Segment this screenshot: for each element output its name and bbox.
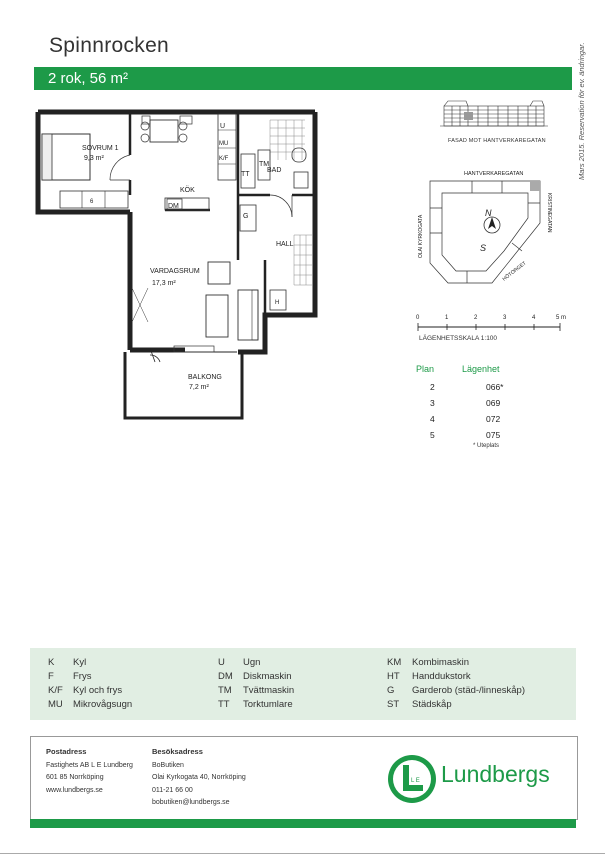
legend-desc: Tvättmaskin [243, 685, 295, 696]
legend-code: F [48, 671, 54, 682]
date-reservation-note: Mars 2015. Reservation för ev. ändringar. [577, 42, 586, 180]
plan-column-header: Plan [416, 364, 435, 374]
lundbergs-wordmark: Lundbergs [441, 761, 550, 787]
plan-value: 3 [430, 398, 435, 408]
facade-drawing [438, 98, 550, 136]
legend-code: DM [218, 671, 233, 682]
apartment-value: 069 [486, 398, 501, 408]
south-marker: S [480, 243, 487, 253]
legend-code: G [387, 685, 395, 696]
oven-mark: U [220, 123, 226, 130]
north-marker: N [485, 208, 492, 218]
abbreviation-legend [30, 648, 576, 720]
hall-label: HALL [276, 241, 294, 248]
street-top: HANTVERKAREGATAN [464, 171, 524, 177]
legend-code: TT [218, 699, 230, 710]
bedroom-label: SOVRUM 1 [82, 145, 119, 152]
legend-desc: Torktumlare [243, 699, 293, 710]
street-left: OLAI KYRKOGATA [418, 214, 424, 258]
postal-line: 601 85 Norrköping [46, 774, 104, 781]
logo-mark-text: L E [411, 778, 420, 784]
postal-heading: Postadress [46, 747, 87, 756]
apartment-value: 072 [486, 414, 501, 424]
legend-desc: Kyl [73, 657, 87, 668]
visiting-line: Olai Kyrkogata 40, Norrköping [152, 774, 246, 781]
legend-code: TM [218, 685, 232, 696]
scale-tick-0: 0 [416, 315, 420, 321]
legend-code: HT [387, 671, 400, 682]
living-room-area: 17,3 m² [152, 280, 176, 287]
site-plan [412, 163, 562, 293]
visiting-heading: Besöksadress [152, 747, 203, 756]
legend-desc: Kombimaskin [412, 657, 470, 668]
legend-desc: Handdukstork [412, 671, 471, 682]
legend-code: ST [387, 699, 400, 710]
washing-machine-mark: TM [259, 161, 270, 168]
contact-footer [30, 736, 578, 820]
balcony-label: BALKONG [188, 374, 222, 381]
plan-value: 2 [430, 382, 435, 392]
legend-desc: Ugn [243, 657, 261, 668]
legend-code: KM [387, 657, 402, 668]
legend-desc: Frys [73, 671, 92, 682]
bathroom-label: BAD [267, 167, 282, 174]
legend-code: MU [48, 699, 63, 710]
fridge-freezer-mark: K/F [219, 156, 229, 162]
scale-tick-2: 2 [474, 315, 478, 321]
scale-tick-4: 4 [532, 315, 536, 321]
plan-value: 4 [430, 414, 435, 424]
uteplats-footnote: * Uteplats [473, 443, 500, 449]
phone-number: 011-21 66 00 [152, 786, 193, 794]
street-bottom: HÖTORGET [501, 260, 528, 283]
legend-code: K [48, 657, 55, 668]
visiting-address [152, 746, 246, 810]
living-room-label: VARDAGSRUM [150, 268, 200, 275]
page-title: Spinnrocken [49, 34, 170, 57]
postal-line: Fastighets AB L E Lundberg [46, 761, 133, 769]
legend-desc: Kyl och frys [73, 685, 123, 696]
legend-code: K/F [48, 685, 63, 696]
legend-desc: Städskåp [412, 699, 452, 710]
towel-dryer-mark: H [275, 300, 280, 306]
apartment-column-header: Lägenhet [462, 364, 500, 374]
tumble-dryer-mark: TT [241, 171, 250, 178]
page-edge-divider [0, 853, 605, 854]
bedroom-area: 9,3 m² [84, 155, 104, 162]
kitchen-label: KÖK [180, 187, 195, 194]
legend-desc: Mikrovågsugn [73, 699, 133, 710]
scale-tick-1: 1 [445, 315, 449, 321]
legend-desc: Diskmaskin [243, 671, 292, 682]
legend-desc: Garderob (städ-/linneskåp) [412, 685, 525, 696]
website-link[interactable]: www.lundbergs.se [46, 786, 103, 794]
street-right: KRISTINEGATAN [546, 193, 552, 233]
postal-address [46, 746, 133, 797]
plan-value: 5 [430, 430, 435, 440]
microwave-mark: MU [219, 141, 229, 147]
facade-label: FASAD MOT HANTVERKAREGATAN [448, 138, 546, 144]
legend-code: U [218, 657, 225, 668]
lundbergs-logo-icon [386, 753, 438, 805]
email-link[interactable]: bobutiken@lundbergs.se [152, 799, 230, 806]
scale-tick-5: 5 m [556, 315, 567, 321]
floor-plan [30, 100, 330, 430]
scale-tick-3: 3 [503, 315, 507, 321]
footer-green-bar [30, 819, 576, 828]
scale-bar [410, 310, 575, 334]
visiting-line: BoButiken [152, 761, 184, 769]
wardrobe-mark: G [243, 213, 249, 220]
apartment-type-label: 2 rok, 56 m² [48, 70, 129, 87]
apartment-type-bar [34, 67, 572, 90]
apartment-value: 075 [486, 430, 501, 440]
balcony-area: 7,2 m² [189, 384, 209, 391]
apartment-value: 066* [486, 382, 504, 392]
scale-label: LÄGENHETSSKALA 1:100 [419, 335, 498, 342]
wardrobe-count-mark: 6 [90, 199, 94, 205]
dishwasher-mark: DM [168, 203, 179, 210]
